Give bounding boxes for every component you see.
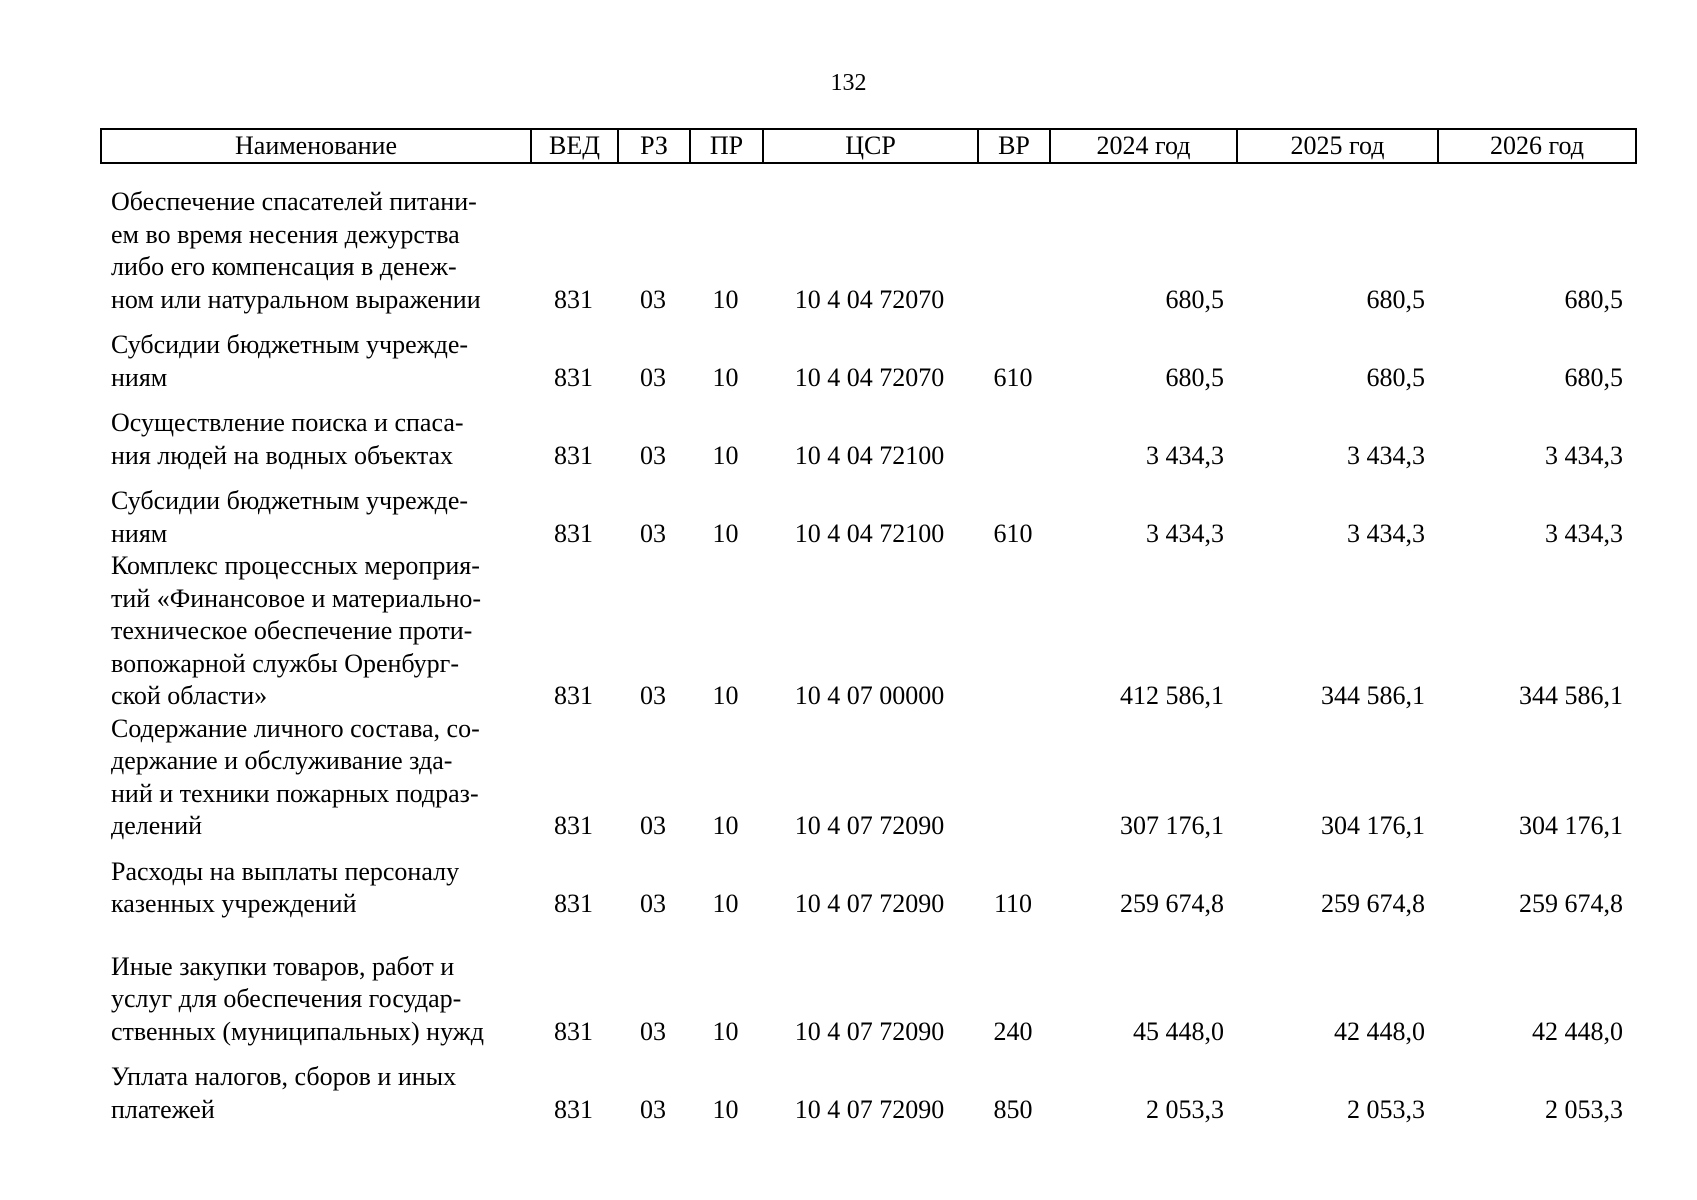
row-2025: 304 176,1 <box>1321 811 1425 840</box>
row-ved: 831 <box>554 1016 593 1046</box>
row-2026: 3 434,3 <box>1545 440 1623 470</box>
row-2026: 344 586,1 <box>1519 681 1623 710</box>
column-header-csr: ЦСР <box>763 129 978 163</box>
row-2025: 680,5 <box>1366 284 1425 314</box>
row-csr: 10 4 07 72090 <box>794 1094 945 1124</box>
row-name: Уплата налогов, сборов и иных платежей <box>111 1062 457 1124</box>
row-2025: 3 434,3 <box>1347 440 1425 470</box>
table-row <box>100 485 1635 550</box>
table-header <box>100 128 1637 164</box>
row-name: Содержание личного состава, со- держание и обслуживание зда- ний и техники пожарных подраз- делений <box>111 713 480 840</box>
row-ved: 831 <box>554 440 593 470</box>
row-2025: 344 586,1 <box>1321 681 1425 710</box>
row-pr: 10 <box>712 811 739 840</box>
row-2025: 259 674,8 <box>1321 889 1425 918</box>
row-2024: 2 053,3 <box>1146 1094 1224 1124</box>
column-header-2024: 2024 год <box>1050 129 1237 163</box>
row-pr: 10 <box>712 1016 739 1046</box>
row-rz: 03 <box>640 440 666 470</box>
row-2024: 3 434,3 <box>1146 518 1224 548</box>
row-vr: 110 <box>993 889 1033 918</box>
row-vr <box>977 186 1049 316</box>
row-vr: 610 <box>993 518 1033 548</box>
row-2026: 680,5 <box>1564 284 1623 314</box>
row-vr: 850 <box>993 1094 1033 1124</box>
table-row <box>100 951 1635 1049</box>
column-header-vr: ВР <box>978 129 1050 163</box>
row-2024: 680,5 <box>1165 284 1224 314</box>
row-csr: 10 4 07 72090 <box>794 811 945 840</box>
row-rz: 03 <box>640 518 666 548</box>
row-csr: 10 4 07 72090 <box>794 1016 945 1046</box>
table-row <box>100 550 1635 713</box>
row-name: Расходы на выплаты персоналу казенных учреждений <box>111 856 460 918</box>
column-header-2026: 2026 год <box>1438 129 1636 163</box>
budget-table <box>100 186 1635 1126</box>
row-pr: 10 <box>712 284 739 314</box>
row-ved: 831 <box>554 362 593 392</box>
row-ved: 831 <box>554 889 593 918</box>
row-rz: 03 <box>640 889 666 918</box>
row-name: Обеспечение спасателей питани- ем во время несения дежурства либо его компенсация в денеж- ном или натуральном выражении <box>111 187 481 314</box>
row-rz: 03 <box>640 681 666 710</box>
row-rz: 03 <box>640 1016 666 1046</box>
row-2026: 680,5 <box>1564 362 1623 392</box>
row-2026: 259 674,8 <box>1519 889 1623 918</box>
row-2024: 45 448,0 <box>1133 1016 1224 1046</box>
row-2024: 3 434,3 <box>1146 440 1224 470</box>
row-rz: 03 <box>640 811 666 840</box>
row-name: Комплекс процессных мероприя- тий «Финансовое и материально- техническое обеспечение проти- вопожарной службы Оренбург- ской области» <box>111 551 482 710</box>
row-vr: 240 <box>993 1016 1033 1046</box>
row-ved: 831 <box>554 811 593 840</box>
page-number: 132 <box>830 70 867 96</box>
row-pr: 10 <box>712 518 739 548</box>
row-pr: 10 <box>712 362 739 392</box>
row-2025: 42 448,0 <box>1334 1016 1425 1046</box>
row-csr: 10 4 04 72070 <box>794 284 945 314</box>
row-rz: 03 <box>640 284 666 314</box>
row-pr: 10 <box>712 440 739 470</box>
column-header-ved: ВЕД <box>531 129 618 163</box>
row-csr: 10 4 04 72100 <box>794 518 945 548</box>
row-2026: 304 176,1 <box>1519 811 1623 840</box>
row-csr: 10 4 04 72070 <box>794 362 945 392</box>
row-ved: 831 <box>554 1094 593 1124</box>
row-name: Субсидии бюджетным учрежде- ниям <box>111 330 469 392</box>
row-2024: 259 674,8 <box>1120 889 1224 918</box>
row-rz: 03 <box>640 1094 666 1124</box>
row-vr <box>977 713 1049 843</box>
row-csr: 10 4 07 72090 <box>794 889 945 918</box>
table-row <box>100 407 1635 472</box>
row-csr: 10 4 07 00000 <box>794 681 945 710</box>
row-pr: 10 <box>712 1094 739 1124</box>
row-2024: 680,5 <box>1165 362 1224 392</box>
row-vr <box>977 550 1049 713</box>
row-pr: 10 <box>712 889 739 918</box>
row-name: Иные закупки товаров, работ и услуг для обеспечения государ- ственных (муниципальных) нужд <box>111 951 484 1046</box>
row-vr <box>977 407 1049 472</box>
column-header-rz: РЗ <box>618 129 690 163</box>
table-row <box>100 713 1635 843</box>
row-ved: 831 <box>554 681 593 710</box>
table-row <box>100 329 1635 394</box>
row-ved: 831 <box>554 518 593 548</box>
row-ved: 831 <box>554 284 593 314</box>
row-2025: 3 434,3 <box>1347 518 1425 548</box>
row-2024: 412 586,1 <box>1120 681 1224 710</box>
column-header-name: Наименование <box>101 129 531 163</box>
row-2026: 3 434,3 <box>1545 518 1623 548</box>
row-name: Субсидии бюджетным учрежде- ниям <box>111 486 469 548</box>
row-rz: 03 <box>640 362 666 392</box>
row-2026: 2 053,3 <box>1545 1094 1623 1124</box>
column-header-2025: 2025 год <box>1237 129 1438 163</box>
table-row <box>100 186 1635 316</box>
table-row <box>100 856 1635 921</box>
row-2025: 680,5 <box>1366 362 1425 392</box>
table-row <box>100 1061 1635 1126</box>
row-csr: 10 4 04 72100 <box>794 440 945 470</box>
row-2024: 307 176,1 <box>1120 811 1224 840</box>
row-2025: 2 053,3 <box>1347 1094 1425 1124</box>
row-2026: 42 448,0 <box>1532 1016 1623 1046</box>
row-pr: 10 <box>712 681 739 710</box>
column-header-pr: ПР <box>690 129 763 163</box>
row-name: Осуществление поиска и спаса- ния людей на водных объектах <box>111 408 464 470</box>
row-vr: 610 <box>993 362 1033 392</box>
